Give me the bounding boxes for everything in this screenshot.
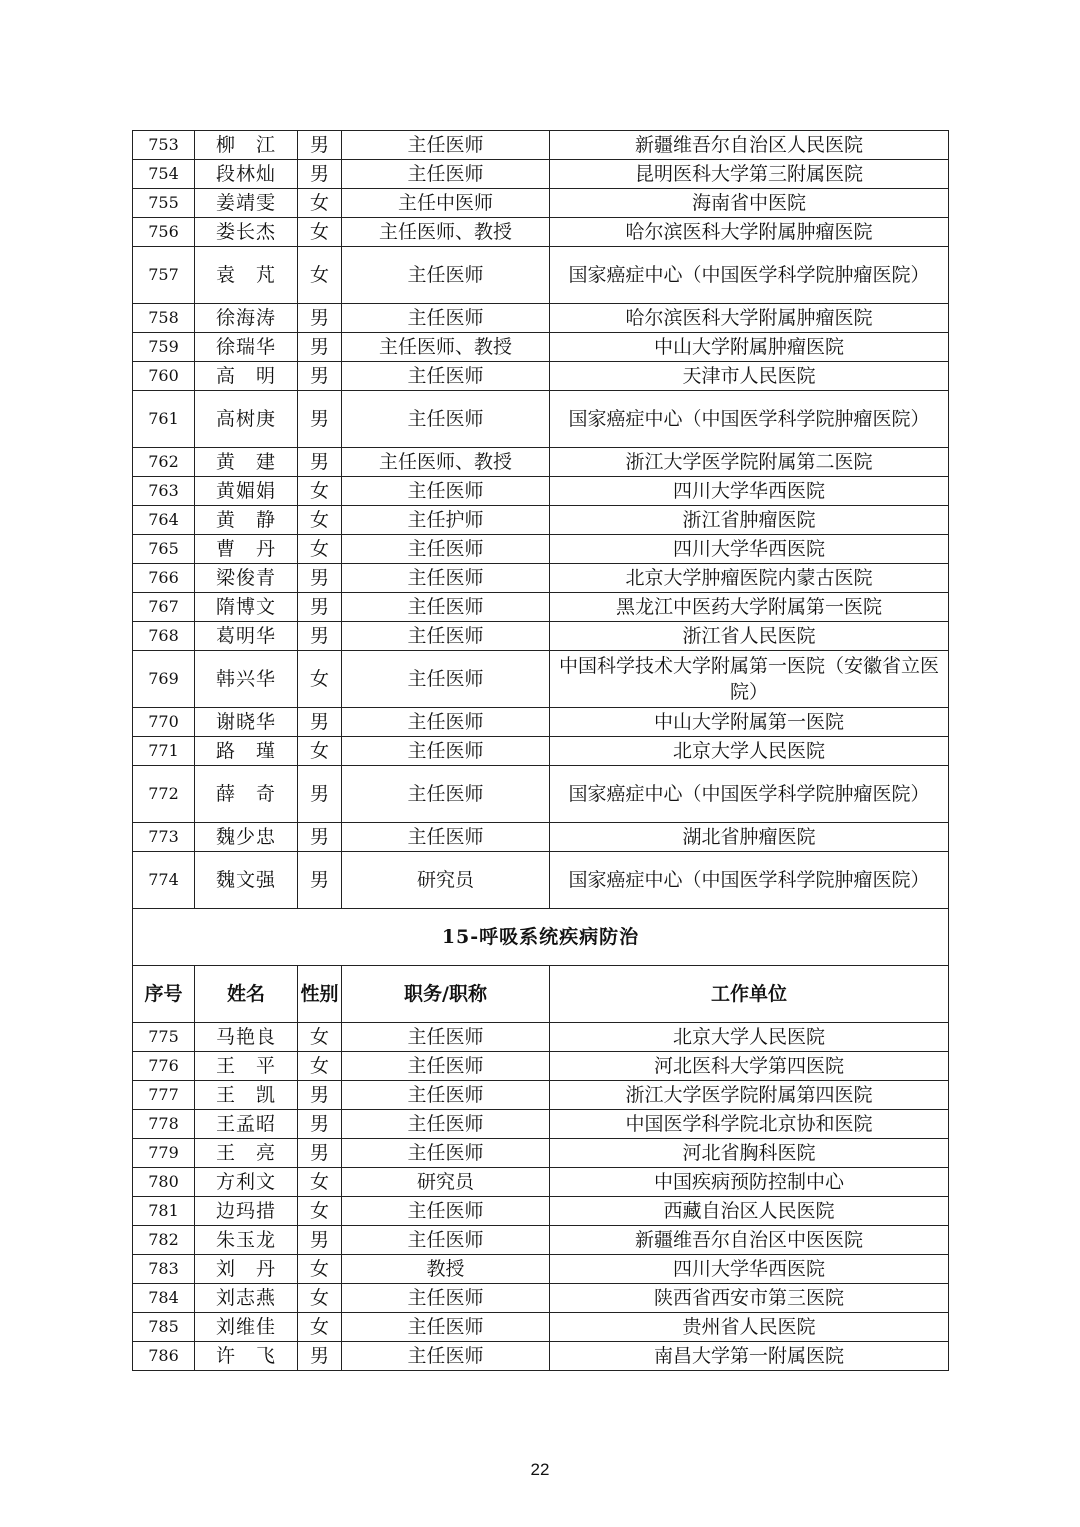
cell-unit: 南昌大学第一附属医院 <box>550 1342 949 1371</box>
cell-name: 高 明 <box>195 362 298 391</box>
cell-gender: 女 <box>298 1052 342 1081</box>
cell-no: 767 <box>133 593 195 622</box>
cell-name: 徐海涛 <box>195 304 298 333</box>
cell-name: 柳 江 <box>195 131 298 160</box>
cell-gender: 男 <box>298 708 342 737</box>
cell-name: 王 平 <box>195 1052 298 1081</box>
table-row <box>133 1168 949 1197</box>
cell-name: 曹 丹 <box>195 535 298 564</box>
table-row <box>133 766 949 823</box>
table-row <box>133 160 949 189</box>
cell-no: 778 <box>133 1110 195 1139</box>
cell-no: 777 <box>133 1081 195 1110</box>
cell-unit: 北京大学人民医院 <box>550 737 949 766</box>
cell-gender: 男 <box>298 131 342 160</box>
header-title: 职务/职称 <box>342 966 550 1023</box>
section-title-row <box>133 909 949 966</box>
table-row <box>133 189 949 218</box>
cell-name: 刘 丹 <box>195 1255 298 1284</box>
cell-gender: 女 <box>298 189 342 218</box>
cell-unit: 海南省中医院 <box>550 189 949 218</box>
cell-name: 魏少忠 <box>195 823 298 852</box>
header-no: 序号 <box>133 966 195 1023</box>
cell-gender: 女 <box>298 247 342 304</box>
cell-no: 765 <box>133 535 195 564</box>
cell-unit: 四川大学华西医院 <box>550 477 949 506</box>
cell-name: 薛 奇 <box>195 766 298 823</box>
table-row <box>133 622 949 651</box>
table-row <box>133 823 949 852</box>
cell-no: 762 <box>133 448 195 477</box>
cell-title: 主任医师 <box>342 622 550 651</box>
cell-name: 路 瑾 <box>195 737 298 766</box>
cell-unit: 哈尔滨医科大学附属肿瘤医院 <box>550 304 949 333</box>
cell-unit: 中山大学附属肿瘤医院 <box>550 333 949 362</box>
cell-title: 主任医师 <box>342 535 550 564</box>
cell-no: 761 <box>133 391 195 448</box>
table-body-top <box>133 131 949 909</box>
cell-no: 783 <box>133 1255 195 1284</box>
page-number: 22 <box>530 1460 550 1479</box>
cell-unit: 浙江省人民医院 <box>550 622 949 651</box>
cell-no: 782 <box>133 1226 195 1255</box>
personnel-table <box>132 130 949 1371</box>
cell-name: 梁俊青 <box>195 564 298 593</box>
table-row <box>133 1110 949 1139</box>
cell-unit: 北京大学人民医院 <box>550 1023 949 1052</box>
cell-gender: 男 <box>298 1226 342 1255</box>
cell-no: 774 <box>133 852 195 909</box>
cell-unit: 河北医科大学第四医院 <box>550 1052 949 1081</box>
cell-name: 娄长杰 <box>195 218 298 247</box>
cell-name: 黄媚娟 <box>195 477 298 506</box>
cell-no: 786 <box>133 1342 195 1371</box>
cell-gender: 女 <box>298 737 342 766</box>
cell-name: 徐瑞华 <box>195 333 298 362</box>
cell-unit: 天津市人民医院 <box>550 362 949 391</box>
cell-title: 主任医师 <box>342 564 550 593</box>
cell-unit: 黑龙江中医药大学附属第一医院 <box>550 593 949 622</box>
cell-no: 776 <box>133 1052 195 1081</box>
cell-gender: 女 <box>298 1284 342 1313</box>
cell-title: 主任医师、教授 <box>342 218 550 247</box>
table-row <box>133 1313 949 1342</box>
cell-unit: 中国疾病预防控制中心 <box>550 1168 949 1197</box>
cell-name: 谢晓华 <box>195 708 298 737</box>
cell-title: 主任医师 <box>342 247 550 304</box>
header-unit: 工作单位 <box>550 966 949 1023</box>
cell-no: 779 <box>133 1139 195 1168</box>
table-row <box>133 564 949 593</box>
cell-name: 袁 芃 <box>195 247 298 304</box>
cell-unit: 中国科学技术大学附属第一医院（安徽省立医院） <box>550 651 949 708</box>
cell-gender: 男 <box>298 593 342 622</box>
cell-gender: 男 <box>298 766 342 823</box>
cell-unit: 国家癌症中心（中国医学科学院肿瘤医院） <box>550 852 949 909</box>
cell-title: 主任医师、教授 <box>342 333 550 362</box>
cell-unit: 昆明医科大学第三附属医院 <box>550 160 949 189</box>
cell-gender: 男 <box>298 622 342 651</box>
cell-name: 葛明华 <box>195 622 298 651</box>
cell-unit: 浙江大学医学院附属第四医院 <box>550 1081 949 1110</box>
section-title: 15-呼吸系统疾病防治 <box>133 909 949 966</box>
cell-title: 主任医师 <box>342 1110 550 1139</box>
table-row <box>133 304 949 333</box>
cell-no: 759 <box>133 333 195 362</box>
table-row <box>133 1081 949 1110</box>
cell-title: 主任医师 <box>342 766 550 823</box>
cell-gender: 男 <box>298 160 342 189</box>
cell-gender: 女 <box>298 1313 342 1342</box>
table-row <box>133 1284 949 1313</box>
table-row <box>133 737 949 766</box>
cell-gender: 男 <box>298 391 342 448</box>
table-row <box>133 477 949 506</box>
cell-no: 764 <box>133 506 195 535</box>
cell-no: 781 <box>133 1197 195 1226</box>
table-row <box>133 1226 949 1255</box>
cell-title: 主任医师 <box>342 391 550 448</box>
cell-no: 775 <box>133 1023 195 1052</box>
cell-no: 784 <box>133 1284 195 1313</box>
cell-unit: 北京大学肿瘤医院内蒙古医院 <box>550 564 949 593</box>
table-row <box>133 1023 949 1052</box>
cell-title: 主任医师 <box>342 1197 550 1226</box>
cell-gender: 女 <box>298 1197 342 1226</box>
cell-gender: 女 <box>298 651 342 708</box>
cell-title: 研究员 <box>342 852 550 909</box>
cell-title: 主任医师 <box>342 1081 550 1110</box>
cell-gender: 女 <box>298 506 342 535</box>
cell-unit: 西藏自治区人民医院 <box>550 1197 949 1226</box>
cell-title: 主任医师 <box>342 823 550 852</box>
table-row <box>133 333 949 362</box>
cell-unit: 中山大学附属第一医院 <box>550 708 949 737</box>
table-row <box>133 1255 949 1284</box>
table-row <box>133 362 949 391</box>
cell-title: 主任医师 <box>342 708 550 737</box>
cell-name: 魏文强 <box>195 852 298 909</box>
table-row <box>133 218 949 247</box>
table-row <box>133 391 949 448</box>
cell-gender: 女 <box>298 535 342 564</box>
cell-name: 刘维佳 <box>195 1313 298 1342</box>
cell-title: 主任医师 <box>342 651 550 708</box>
table-row <box>133 506 949 535</box>
table-row <box>133 593 949 622</box>
cell-gender: 女 <box>298 1255 342 1284</box>
cell-name: 朱玉龙 <box>195 1226 298 1255</box>
cell-gender: 男 <box>298 1081 342 1110</box>
header-row <box>133 966 949 1023</box>
cell-gender: 男 <box>298 852 342 909</box>
cell-title: 主任医师 <box>342 1139 550 1168</box>
cell-name: 王 凯 <box>195 1081 298 1110</box>
cell-name: 刘志燕 <box>195 1284 298 1313</box>
cell-no: 756 <box>133 218 195 247</box>
cell-unit: 中国医学科学院北京协和医院 <box>550 1110 949 1139</box>
header-name: 姓名 <box>195 966 298 1023</box>
cell-gender: 女 <box>298 1168 342 1197</box>
cell-title: 主任医师 <box>342 1342 550 1371</box>
cell-gender: 女 <box>298 218 342 247</box>
cell-title: 研究员 <box>342 1168 550 1197</box>
cell-no: 773 <box>133 823 195 852</box>
table-row <box>133 247 949 304</box>
table-row <box>133 1197 949 1226</box>
cell-unit: 贵州省人民医院 <box>550 1313 949 1342</box>
cell-no: 753 <box>133 131 195 160</box>
table-body-bottom <box>133 1023 949 1371</box>
cell-name: 马艳良 <box>195 1023 298 1052</box>
cell-unit: 四川大学华西医院 <box>550 1255 949 1284</box>
cell-no: 760 <box>133 362 195 391</box>
cell-no: 766 <box>133 564 195 593</box>
cell-title: 主任护师 <box>342 506 550 535</box>
cell-no: 763 <box>133 477 195 506</box>
cell-title: 主任医师 <box>342 737 550 766</box>
table-row <box>133 535 949 564</box>
cell-title: 主任医师 <box>342 362 550 391</box>
cell-name: 王 亮 <box>195 1139 298 1168</box>
cell-name: 高树庚 <box>195 391 298 448</box>
cell-title: 主任医师 <box>342 593 550 622</box>
cell-title: 主任医师 <box>342 1023 550 1052</box>
cell-unit: 国家癌症中心（中国医学科学院肿瘤医院） <box>550 247 949 304</box>
cell-title: 主任医师 <box>342 477 550 506</box>
cell-title: 主任医师 <box>342 1052 550 1081</box>
table-row <box>133 448 949 477</box>
cell-name: 隋博文 <box>195 593 298 622</box>
cell-gender: 男 <box>298 448 342 477</box>
cell-no: 754 <box>133 160 195 189</box>
table-row <box>133 708 949 737</box>
cell-no: 769 <box>133 651 195 708</box>
cell-gender: 男 <box>298 1342 342 1371</box>
cell-gender: 男 <box>298 362 342 391</box>
cell-unit: 陕西省西安市第三医院 <box>550 1284 949 1313</box>
cell-gender: 女 <box>298 1023 342 1052</box>
table-row <box>133 131 949 160</box>
cell-title: 主任医师 <box>342 1313 550 1342</box>
cell-unit: 新疆维吾尔自治区中医医院 <box>550 1226 949 1255</box>
table-row <box>133 852 949 909</box>
cell-name: 许 飞 <box>195 1342 298 1371</box>
cell-gender: 男 <box>298 823 342 852</box>
cell-unit: 国家癌症中心（中国医学科学院肿瘤医院） <box>550 391 949 448</box>
cell-gender: 男 <box>298 304 342 333</box>
cell-unit: 国家癌症中心（中国医学科学院肿瘤医院） <box>550 766 949 823</box>
cell-title: 主任中医师 <box>342 189 550 218</box>
cell-no: 758 <box>133 304 195 333</box>
cell-unit: 哈尔滨医科大学附属肿瘤医院 <box>550 218 949 247</box>
cell-no: 771 <box>133 737 195 766</box>
cell-gender: 男 <box>298 564 342 593</box>
cell-no: 770 <box>133 708 195 737</box>
header-gender: 性别 <box>298 966 342 1023</box>
table-row <box>133 1052 949 1081</box>
cell-no: 755 <box>133 189 195 218</box>
cell-title: 主任医师、教授 <box>342 448 550 477</box>
cell-name: 王孟昭 <box>195 1110 298 1139</box>
cell-title: 主任医师 <box>342 1226 550 1255</box>
cell-unit: 浙江省肿瘤医院 <box>550 506 949 535</box>
cell-title: 主任医师 <box>342 304 550 333</box>
cell-name: 姜靖雯 <box>195 189 298 218</box>
cell-unit: 浙江大学医学院附属第二医院 <box>550 448 949 477</box>
table-row <box>133 1342 949 1371</box>
cell-name: 段林灿 <box>195 160 298 189</box>
cell-title: 主任医师 <box>342 131 550 160</box>
table-row <box>133 651 949 708</box>
cell-no: 768 <box>133 622 195 651</box>
cell-unit: 四川大学华西医院 <box>550 535 949 564</box>
cell-name: 边玛措 <box>195 1197 298 1226</box>
section-block <box>133 909 949 1023</box>
cell-unit: 新疆维吾尔自治区人民医院 <box>550 131 949 160</box>
cell-title: 教授 <box>342 1255 550 1284</box>
cell-gender: 男 <box>298 1110 342 1139</box>
cell-gender: 男 <box>298 1139 342 1168</box>
cell-gender: 女 <box>298 477 342 506</box>
cell-name: 方利文 <box>195 1168 298 1197</box>
cell-no: 780 <box>133 1168 195 1197</box>
cell-name: 韩兴华 <box>195 651 298 708</box>
cell-name: 黄 建 <box>195 448 298 477</box>
cell-unit: 湖北省肿瘤医院 <box>550 823 949 852</box>
cell-gender: 男 <box>298 333 342 362</box>
cell-no: 757 <box>133 247 195 304</box>
cell-no: 785 <box>133 1313 195 1342</box>
cell-no: 772 <box>133 766 195 823</box>
cell-unit: 河北省胸科医院 <box>550 1139 949 1168</box>
table-row <box>133 1139 949 1168</box>
cell-name: 黄 静 <box>195 506 298 535</box>
cell-title: 主任医师 <box>342 160 550 189</box>
cell-title: 主任医师 <box>342 1284 550 1313</box>
